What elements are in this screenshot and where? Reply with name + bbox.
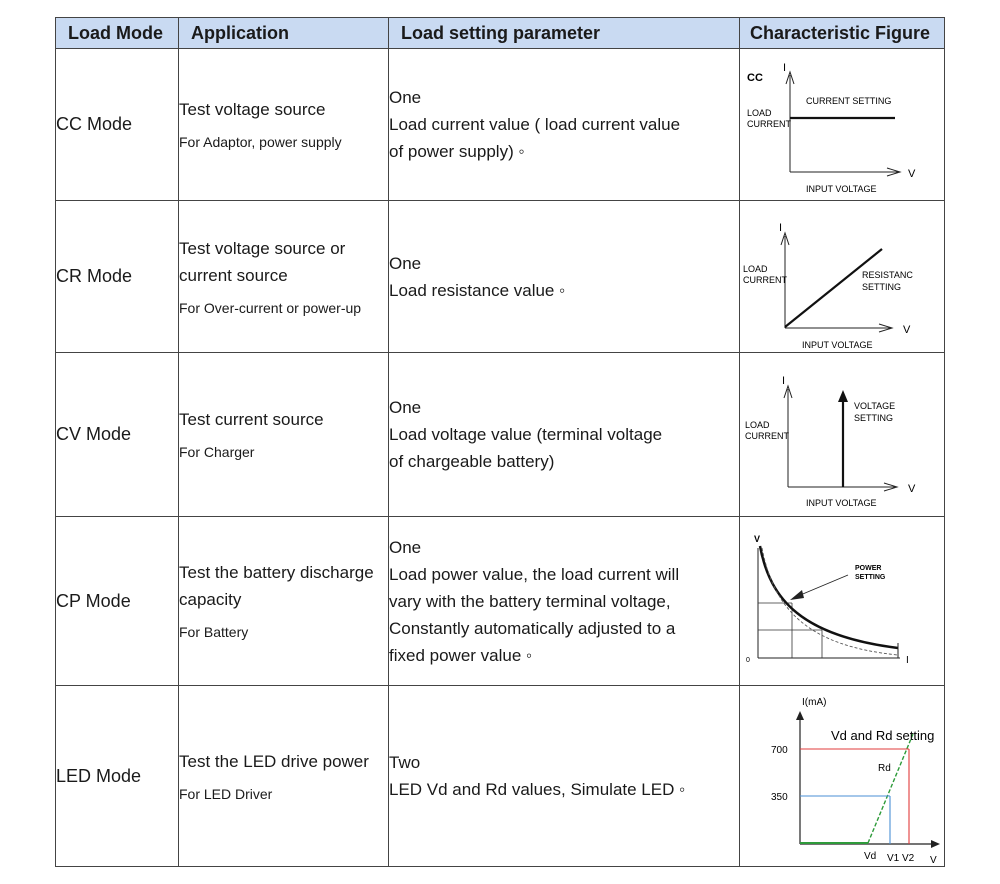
table-row xyxy=(56,686,945,867)
origin-label: 0 xyxy=(746,656,750,664)
header-load-setting-parameter: Load setting parameter xyxy=(389,18,740,49)
setting-label-2: SETTING xyxy=(854,412,894,423)
pointer-line xyxy=(798,575,848,596)
x-caption: INPUT VOLTAGE xyxy=(806,183,877,194)
parameter-cell xyxy=(389,517,740,686)
vd-label: Vd xyxy=(864,850,877,862)
application-main: Test voltage source or current source xyxy=(179,238,346,285)
load-label: LOAD xyxy=(743,263,768,274)
current-label: CURRENT xyxy=(747,118,791,129)
x-axis-label: I xyxy=(906,654,909,666)
application-sub: For Over-current or power-up xyxy=(179,299,362,316)
parameter-cell xyxy=(389,201,740,353)
pointer-arrow xyxy=(790,590,804,600)
table-row xyxy=(56,353,945,517)
application-cell xyxy=(179,517,389,686)
setting-label-1: POWER xyxy=(855,564,882,572)
mode-cell: CV Mode xyxy=(56,353,179,517)
x-axis-label: V xyxy=(930,854,937,866)
x-caption: INPUT VOLTAGE xyxy=(806,497,877,508)
setting-label-1: VOLTAGE xyxy=(854,400,896,411)
header-load-mode: Load Mode xyxy=(56,18,179,49)
application-cell xyxy=(179,353,389,517)
y-axis-label: I xyxy=(783,61,787,74)
table-header-row xyxy=(56,18,945,49)
load-label: LOAD xyxy=(747,107,772,118)
load-label: LOAD xyxy=(745,419,770,430)
parameter-line: Load power value, the load current will xyxy=(389,564,680,584)
tick-350: 350 xyxy=(771,791,788,803)
parameter-cell xyxy=(389,686,740,867)
led-title: Vd and Rd setting xyxy=(831,727,935,743)
cc-characteristic-figure xyxy=(740,50,944,200)
figure-cell xyxy=(740,517,945,686)
header-application: Application xyxy=(179,18,389,49)
parameter-line: Load resistance value ◦ xyxy=(389,280,566,300)
application-main: Test the LED drive power xyxy=(179,751,369,771)
parameter-line: Load current value ( load current value xyxy=(389,115,681,134)
load-mode-table xyxy=(55,17,945,867)
setting-label-2: SETTING xyxy=(855,573,886,581)
application-cell xyxy=(179,201,389,353)
v2-label: V2 xyxy=(902,852,915,864)
parameter-line: One xyxy=(389,398,422,417)
parameter-line: Two xyxy=(389,753,421,772)
parameter-line: of chargeable battery) xyxy=(389,452,555,471)
mode-cell: LED Mode xyxy=(56,686,179,867)
y-axis-label: I(mA) xyxy=(802,696,827,708)
setting-label-2: SETTING xyxy=(862,281,902,292)
x-axis-arrow xyxy=(931,840,940,848)
led-characteristic-figure xyxy=(740,687,944,866)
application-sub: For Charger xyxy=(179,444,255,460)
current-label: CURRENT xyxy=(745,430,789,441)
mode-cell: CP Mode xyxy=(56,517,179,686)
y-axis-arrow xyxy=(796,711,804,720)
application-sub: For Adaptor, power supply xyxy=(179,134,342,150)
x-axis-label: V xyxy=(908,167,916,180)
application-cell xyxy=(179,686,389,867)
cr-characteristic-figure xyxy=(740,202,944,352)
table-row xyxy=(56,49,945,201)
mode-cell: CR Mode xyxy=(56,201,179,353)
x-caption: INPUT VOLTAGE xyxy=(802,339,873,350)
figure-cell xyxy=(740,201,945,353)
cp-characteristic-figure xyxy=(740,518,944,685)
parameter-line: Constantly automatically adjusted to a xyxy=(389,618,676,638)
parameter-line: fixed power value ◦ xyxy=(389,645,533,665)
application-main: Test voltage source xyxy=(179,100,326,119)
voltage-setting-arrow xyxy=(838,390,848,402)
parameter-cell xyxy=(389,49,740,201)
parameter-line: vary with the battery terminal voltage, xyxy=(389,591,671,611)
application-cell xyxy=(179,49,389,201)
figure-cell xyxy=(740,353,945,517)
parameter-line: of power supply) ◦ xyxy=(389,142,525,161)
cc-label: CC xyxy=(747,71,763,84)
header-characteristic-figure: Characteristic Figure xyxy=(740,18,945,49)
table-row xyxy=(56,201,945,353)
parameter-line: LED Vd and Rd values, Simulate LED ◦ xyxy=(389,780,686,799)
x-axis-label: V xyxy=(903,323,911,336)
tick-700: 700 xyxy=(771,744,788,756)
v1-label: V1 xyxy=(887,852,900,864)
current-label: CURRENT xyxy=(743,274,787,285)
setting-label-1: RESISTANC xyxy=(862,269,913,280)
cv-characteristic-figure xyxy=(740,354,944,516)
parameter-line: Load voltage value (terminal voltage xyxy=(389,425,663,444)
table-row xyxy=(56,517,945,686)
figure-cell xyxy=(740,49,945,201)
parameter-line: One xyxy=(389,537,422,557)
x-axis-label: V xyxy=(908,482,916,495)
y-axis-label: V xyxy=(754,533,761,544)
application-sub: For Battery xyxy=(179,624,249,640)
application-sub: For LED Driver xyxy=(179,785,273,802)
y-axis-label: I xyxy=(779,221,783,234)
power-setting-curve xyxy=(760,546,898,648)
application-main: Test current source xyxy=(179,410,324,429)
figure-cell xyxy=(740,686,945,867)
parameter-cell xyxy=(389,353,740,517)
y-axis-label: I xyxy=(782,374,786,387)
parameter-line: One xyxy=(389,253,422,273)
setting-label: CURRENT SETTING xyxy=(806,95,892,106)
mode-cell: CC Mode xyxy=(56,49,179,201)
application-main: Test the battery discharge capacity xyxy=(179,563,374,609)
rd-label: Rd xyxy=(878,762,891,774)
parameter-line: One xyxy=(389,88,422,107)
